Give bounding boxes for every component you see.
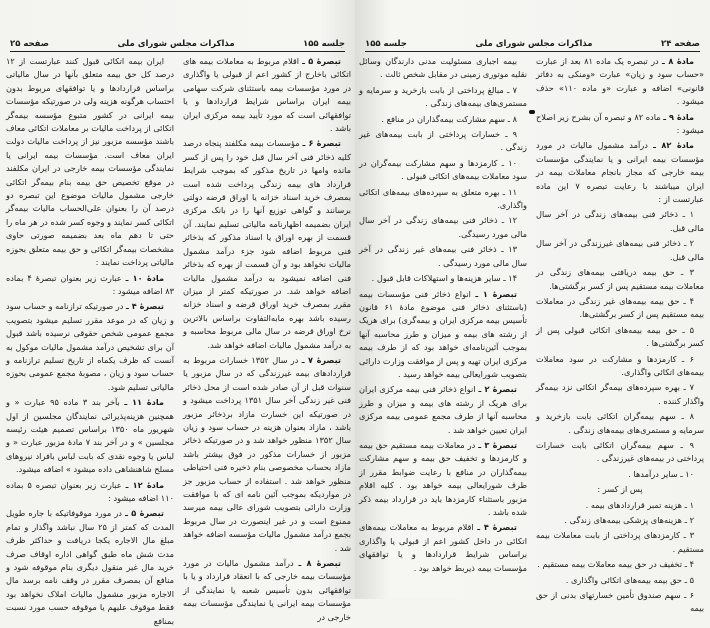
paragraph-text: ۱۱ ـ بهره متعلق به سپرده‌های بیمه‌های اتکائی واگذاری.	[359, 186, 527, 211]
paragraph-text: درآمد مشمول مالیات در مورد مؤسسات بیمه خارجی که با انعقاد قرارداد و یا با توافقهائی بدون تأسیس شعبه یا نمایندگی از مؤسسات بیمه ایرانی یا نمایندگی مؤسسات بیمه خارجی در	[183, 558, 351, 622]
paragraph	[359, 186, 527, 213]
paragraph	[536, 324, 704, 351]
paragraph-text: ۵ ـ حق بیمه بیمه‌های اتکائی واگذاری .	[565, 574, 694, 585]
paragraph-text: ۸ ـ سهم مشارکت بیمه‌گذاران در منافع .	[381, 113, 517, 124]
paragraph-text: ۴ ـ تخفیف در حق بیمه معاملات بیمه مستقیم .	[537, 559, 694, 570]
text-column-left	[359, 55, 527, 573]
paragraph	[6, 272, 174, 299]
paragraph-text: انواع ذخائر فنی بیمه مرکزی ایران برای هریک از رشته های بیمه و میزان و طرز محاسبه آنها از طرف مجمع عمومی بیمه مرکزی ایران تعیین خواهد شد .	[359, 384, 527, 435]
paragraph	[183, 354, 351, 555]
paragraph-text: مؤسسات بیمه مکلفند پنجاه درصد کلیه ذخائر فنی آخر سال قبل خود را پس از کسر مانده وامها در تاریخ مذکور که بموجب شرایط قرارداد های بیمه زندگی پرداخت شده است بمصرف خرید اسناد خزانه یا اوراق قرضه دولتی برسانند و گواهی توزیع آنها را در بانک مرکزی ایران بضمیمه اظهارنامه مالیاتی تسلیم نمایند. آن قسمت از بهره اوراق یا اسناد مذکور که بذخائر فنی مربوط اضافه شود جزء درآمد مشمول مالیات نخواهد بود و آن قسمت از بهره که بذخائر فنی اضافه نمیشود به درآمد مشمول مالیات اضافه خواهد شد. در صورتیکه کمتر از میزان مقرر بمصرف خرید اوراق قرضه و اسناد خزانه رسیده باشد بهره مابه‌التفاوت براساس بالاترین نرخ اوراق قرضه در سال مالی مربوط محاسبه و به درآمد مشمول مالیات اضافه خواهد شد.	[183, 138, 351, 350]
clause-heading: تبصرهٔ ۵ ـ	[302, 56, 341, 66]
clause-heading: تبصرهٔ ۳ ـ	[478, 439, 518, 450]
header-title: مذاکرات مجلس شورای ملی	[475, 39, 593, 49]
paragraph	[6, 396, 174, 476]
paragraph	[536, 529, 704, 556]
clause-heading: تبصرهٔ ۱ ـ	[475, 288, 517, 299]
paragraph	[359, 439, 527, 519]
paragraph-text: ۷ ـ مبالغ پرداختی از بابت بازخرید و سرمایه و مستمری‌های بیمه‌های زندگی .	[359, 84, 527, 109]
paragraph	[536, 139, 704, 206]
paragraph	[359, 128, 527, 155]
clause-heading: تبصرهٔ ۲ ـ	[478, 384, 518, 395]
paragraph-text: اقلام مربوط به معاملات بیمه های اتکائی باخارج از کشور اعم از قبولی یا واگذاری در مورد مؤسسات بیمه باستثنای شرکت سهامی بیمه ایران براساس شرایط قراردادها و یا توافقهائی است که مورد تأیید بیمه مرکزی ایران باشد .	[183, 56, 351, 134]
paragraph-text: ۱۴ ـ سایر هزینه‌ها و استهلاکات قابل قبول .	[371, 273, 517, 284]
paragraph-text: درآمد مشمول مالیات در مورد مؤسسات بیمه ایرانی و یا نمایندگی مؤسسات بیمه خارجی که مجاز بانجام معاملات بیمه در ایران میباشند با رعایت تبصره ۷ این ماده عبارتست از :	[536, 140, 704, 205]
paragraph-text: ۶ ـ سهم صندوق تأمین خسارتهای بدنی از حق بیمه	[536, 590, 704, 614]
paragraph-text: ۶ ـ کارمزدها و مشارکت در سود معاملات بیمه‌های اتکائی واگذاری.	[536, 353, 704, 377]
paragraph-text: در مورد موقوفاتیکه با جاره طویل المدت که کمتر از ۲۵ سال نباشد واگذار و تمام مبلغ مال الاجاره یکجا دریافت و حداکثر ظرف مدت شش ماه طبق گواهی اداره اوقاف صرف خرید مال غیر منقول دیگری بنام موقوفه شود و منافع آن بمصرف مقرر در وقف نامه برسد مال الاجاره مزبور مشمول مالیات املاک نخواهد بود فقط موقوف علیهم یا موقوفه حسب مورد نسبت بمنافع	[6, 508, 175, 626]
clause-heading: تبصرهٔ ۸ ـ	[298, 558, 342, 569]
paragraph-text: ماده ۸۲ و تبصره آن بشرح زیر اصلاح میشود :	[536, 111, 704, 136]
paragraph-text: ۱۳ ـ ذخائر فنی بیمه‌های غیر زندگی در آخر سال مالی مورد رسیدگی .	[359, 244, 527, 268]
paragraph	[183, 557, 351, 624]
paragraph	[536, 439, 704, 466]
paragraph-text: عبارت زیر بعنوان تبصره ۵ بماده ۱۱۰ اضافه میشود :	[6, 479, 174, 503]
session-number: جلسه ۱۵۵	[365, 39, 407, 49]
text-column-right	[183, 55, 351, 622]
paragraph	[536, 558, 704, 571]
paragraph	[6, 55, 174, 270]
paragraph	[536, 237, 704, 264]
page-header	[365, 35, 700, 52]
paragraph-text: ۹ ـ خسارات پرداختی از بابت بیمه‌های غیر زندگی .	[359, 129, 527, 153]
clause-heading: تبصرهٔ ۷ ـ	[301, 354, 341, 365]
paragraph	[359, 84, 527, 111]
paragraph-text: اقلام مربوط به معاملات بیمه‌های اتکائی در داخل کشور اعم از قبولی یا واگذاری براساس شرایط قراردادها و یا توافقهای مؤسسات بیمه ذیربط خواهد بود .	[359, 522, 527, 573]
paragraph	[536, 55, 704, 109]
clause-heading: مادهٔ ۱۱ ـ	[124, 397, 164, 408]
page-24	[355, 0, 710, 614]
paragraph	[536, 266, 704, 293]
paragraph	[536, 111, 704, 138]
paragraph	[536, 514, 704, 527]
paragraph	[536, 410, 704, 437]
paragraph-text: ۲ ـ هزینه‌های پزشکی بیمه‌های زندگی .	[564, 515, 694, 525]
page-header	[10, 35, 345, 52]
clause-heading: تبصرهٔ ۶ ـ	[302, 138, 341, 149]
paragraph	[536, 295, 704, 322]
paragraph	[536, 468, 704, 481]
paragraph-text: ۷ ـ بهره سپرده‌های بیمه‌گر اتکائی نزد بیمه‌گر واگذار کننده .	[536, 382, 704, 406]
paragraph-text: در معاملات بیمه مستقیم حق بیمه و کارمزدها و تخفیف حق بیمه و سهم مشارکت بیمه‌گذاران در منافع با رعایت ضوابط مقرر از طرف شورایعالی بیمه خواهد بود . کلیه اقلام مزبور باستثناء کارمزدها باید در قرارداد بیمه ذکر شده باشد .	[359, 439, 527, 517]
paragraph	[536, 499, 704, 512]
paragraph-text: ۴ ـ حق بیمه بیمه‌های غیر زندگی در معاملات بیمه مستقیم پس از کسر برگشتی‌ها.	[536, 295, 704, 320]
paragraph-text: بیمه اجباری مسئولیت مدنی دارندگان وسائل نقلیه موتوری زمینی در مقابل شخص ثالث .	[359, 56, 527, 80]
paragraph-text: عبارت زیر بعنوان تبصرهٔ ۴ بماده ۸۳ اضافه میشود :	[6, 272, 174, 296]
text-column-left	[6, 55, 175, 626]
paragraph-text: ۳ ـ حق بیمه دریافتی بیمه‌های زندگی در معاملات بیمه مستقیم پس از کسر برگشتی‌ها.	[536, 267, 704, 291]
paragraph	[359, 521, 527, 575]
paragraph-text: در صورتیکه ترازنامه و حساب سود و زیان که در موعد مقرر تسلیم میشود بتصویب مجمع عمومی شخص حقوقی نرسیده باشد قبول آن برای تشخیص درآمد مشمول مالیات موکول به آنست که ظرف یکماه از تاریخ تسلیم ترازنامه و حساب سود و زیان ، مصوبهٔ مجمع عمومی بحوزه مالیاتی تسلیم شود.	[6, 301, 174, 392]
paragraph	[536, 353, 704, 380]
paragraph-text: در تبصره یک ماده ۸۱ بعد از عبارت «حساب سود و زیان» عبارت «ومنکی به دفاتر قانونی» اضافه و عبارت «و ماده ۱۱۰» حذف میشود .	[536, 56, 704, 107]
clause-heading: تبصرهٔ ۴ ـ	[126, 301, 165, 312]
paragraph	[536, 589, 704, 616]
page-25	[0, 0, 355, 626]
paragraph-text: انواع ذخائر فنی مؤسسات بیمه (باستثنای ذخائر فنی موضوع مادهٔ ۶۱ قانون تأسیس بیمه مرکزی ایران و بیمه‌گری) برای هریک از رشته های بیمه و میزان و طرز محاسبه آنها بموجب آئین‌نامه‌ای خواهد بود که از طرف بیمه مرکزی ایران تهیه و پس از موافقت وزارت دارائی بتصویب شورایعالی بیمه خواهد رسید .	[359, 288, 527, 379]
clause-heading: تبصرهٔ ۴ ـ	[477, 522, 517, 533]
paragraph	[359, 157, 527, 184]
paragraph-text: ۸ ـ سهم بیمه‌گران اتکائی بابت بازخرید و سرمایه و مستمری‌های بیمه‌های زندگی .	[536, 411, 704, 435]
paragraph-text: ۵ ـ حق بیمه بیمه‌های اتکائی قبولی پس از کسر برگشتی‌ها .	[536, 324, 704, 349]
paragraph	[6, 507, 174, 628]
page-number: صفحه ۲۴	[661, 39, 700, 49]
paragraph	[359, 214, 527, 241]
paragraph-text: پس از کسر :	[597, 484, 643, 495]
session-number: جلسه ۱۵۵	[303, 39, 345, 49]
paragraph-text: بآخر بند ۳ ماده ۹۵ عبارت « و همچنین هزینه‌پذیرائی نمایندگان مجلسین از اول شهریور ماه ۱۳۵۰ براساس تصمیم هیئت رئیسه مجلسین » و در آخر بند ۷ مادهٔ مزبور عبارت « و لباس یا وجوه نقدی که بابت لباس بافراد نیروهای مسلح شاهنشاهی داده میشود » اضافه میشود.	[6, 397, 175, 475]
paragraph	[359, 113, 527, 126]
pen-mark-smudge	[529, 110, 535, 114]
paragraph	[536, 381, 704, 408]
paragraph	[536, 483, 704, 496]
paragraph-text: ۲ ـ ذخائر فنی بیمه‌های غیرزندگی در آخر سال مالی قبل.	[536, 238, 704, 262]
paragraph-text: ۱ ـ هزینه تمبر قراردادهای بیمه .	[585, 499, 694, 510]
paragraph	[183, 55, 351, 135]
paragraph	[359, 243, 527, 270]
paragraph-text: ۱۰ ـ کارمزدها و سهم مشارکت بیمه‌گران در سود معاملات بیمه‌های اتکائی قبولی .	[359, 157, 527, 182]
paragraph-text: ۹ ـ سهم بیمه‌گران اتکائی بابت خسارات پرداختی در بیمه‌های غیرزندگی .	[536, 439, 704, 464]
page-number: صفحه ۲۵	[10, 39, 49, 49]
paragraph-text: ۱ ـ ذخائر فنی بیمه‌های زندگی در آخر سال مالی قبل.	[536, 209, 704, 233]
paragraph-text: ۱۰ ـ سایر درآمدها .	[628, 468, 694, 479]
paragraph	[359, 383, 527, 437]
clause-heading: مادهٔ ۱۲ ـ	[125, 479, 165, 490]
paragraph-text: ۳ ـ کارمزدهای پرداختی از بابت معاملات بیمه مستقیم .	[536, 530, 704, 554]
header-title: مذاکرات مجلس شورای ملی	[117, 39, 235, 49]
clause-heading: مادهٔ ۸ ـ	[661, 56, 695, 66]
paragraph	[6, 300, 174, 394]
clause-heading: مادهٔ ۸۲ ـ	[653, 140, 694, 151]
paragraph-text: در سال ۱۳۵۲ خسارات مربوط به قراردادهای بیمه غیرزندگی که در سال مزبور یا سنوات قبل از آن صادر شده است از محل ذخائر فنی غیر زندگی آخر سال ۱۳۵۱ پرداخت میشود و در صورتیکه این خسارت مازاد برذخائر مزبور باشد ، مازاد بعنوان هزینه در حساب سود و زیان سال ۱۳۵۲ منظور خواهد شد و در صورتیکه ذخائر مزبور از خسارات مذکور در فوق بیشتر باشد مازاد بحساب مخصوصی بنام ذخیره فنی احتیاطی منظور خواهد شد . استفاده از حساب مزبور جز در مواردیکه بموجب آئین نامه ای که با موافقت وزارت دارائی بتصویب شورای عالی بیمه میرسد ممنوع است و در غیر اینصورت در سال مربوط بجمع درآمد مشمول مالیات مؤسسه اضافه خواهد شد .	[183, 354, 351, 553]
paragraph	[359, 272, 527, 285]
paragraph-text: ۱۲ ـ ذخائر فنی بیمه‌های زندگی در آخر سال مالی مورد رسیدگی.	[359, 215, 527, 239]
clause-heading: تبصرهٔ ۵ ـ	[125, 508, 164, 519]
paragraph	[359, 55, 527, 82]
clause-heading: مادهٔ ۱۰ ـ	[125, 272, 165, 283]
paragraph	[536, 208, 704, 235]
text-column-right	[536, 55, 704, 614]
paragraph	[536, 574, 704, 587]
paragraph	[359, 288, 527, 382]
paragraph-text: ایران بیمه اتکائی قبول کنند عبارتست از ۱۲ درصد کل حق بیمه متعلق بآنها در سال مالیاتی براساس قراردادها و یا توافقهای مربوط بدون احتساب هرگونه هزینه ولی در صورتیکه مؤسسات بیمه ایرانی در کشور متبوع مؤسسه بیمه‌گر اتکائی از پرداخت مالیات بر معاملات اتکائی معاف باشند مؤسسه مزبور نیز از پرداخت مالیات دولت ایران معاف است. مؤسسات بیمه ایرانی یا نمایندگی مؤسسات بیمه خارجی در ایران مکلفند در موقع تخصیص حق بیمه بنام بیمه‌گر اتکائی خارجی مشمول مالیات موضوع این تبصره دو درصد آن را بعنوان علی‌الحساب مالیات بیمه‌گر اتکائی کسر نمایند و وجوه کسر شده در هر ماه را حتی تا دهم ماه بعد بضمیمه صورتی حاوی مشخصات بیمه‌گر اتکائی و حق بیمه متعلق بحوزه مالیاتی پرداخت نمایند :	[6, 56, 174, 268]
clause-heading: مادهٔ ۹ ـ	[663, 111, 695, 122]
paragraph	[183, 137, 351, 352]
paragraph	[6, 479, 174, 506]
